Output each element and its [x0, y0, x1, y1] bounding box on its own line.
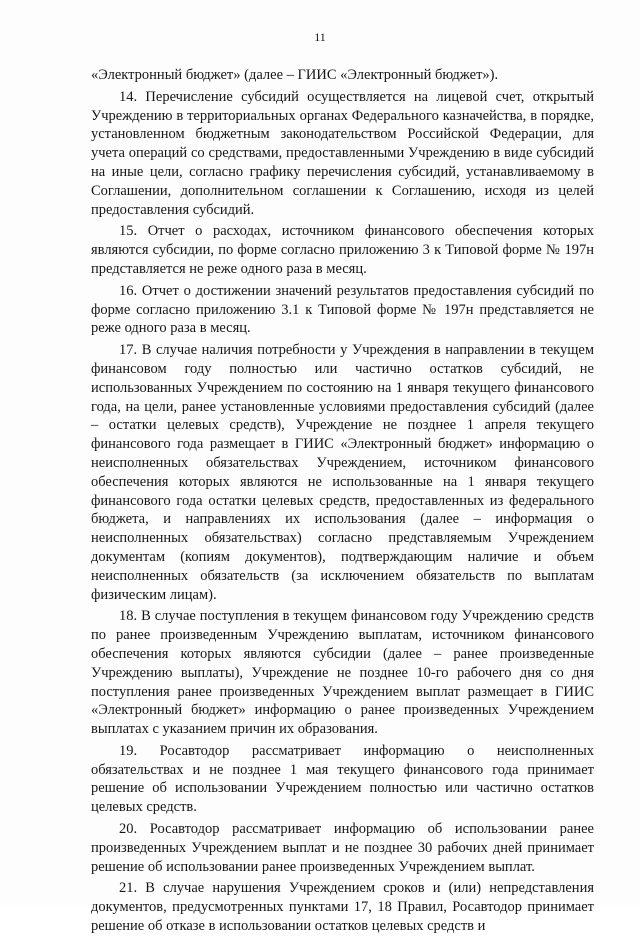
paragraph-14: 14. Перечисление субсидий осуществляется на лицевой счет, открытый Учреждению в территориальных органах Федерального казначейства, в порядке, установленном бюджетным законодательством Российской Федерации, для учета операций со средствами, предоставленными Учреждению в виде субсидий на иные цели, согласно графику перечисления субсидий, устанавливаемому в Соглашении, дополнительном соглашении к Соглашению, исходя из целей предоставления субсидий.: [91, 88, 594, 218]
paragraph-continuation: «Электронный бюджет» (далее – ГИИС «Электронный бюджет»).: [91, 67, 499, 83]
paragraph-19: 19. Росавтодор рассматривает информацию о неисполненных обязательствах и не позднее 1 мая текущего финансового года принимает решение об использовании Учреждением полностью или частично остатков целевых средств.: [91, 742, 594, 816]
paragraph-17: 17. В случае наличия потребности у Учреждения в направлении в текущем финансовом году полностью или частично остатков субсидий, не использованных Учреждением по состоянию на 1 января текущего финансового года, на цели, ранее установленные условиями предоставления субсидий (далее – остатки целевых средств), Учреждение не позднее 1 апреля текущего финансового года размещает в ГИИС «Электронный бюджет» информацию о неисполненных обязательствах Учреждением, источником финансового обеспечения которых являются не использованные на 1 января текущего финансового года остатки целевых средств, предоставленных из федерального бюджета, и направлениях их использования (далее – информация о неисполненных обязательствах) согласно представляемым Учреждением документам (копиям документов), подтверждающим наличие и объем неисполненных обязательств (за исключением обязательств по выплатам физическим лицам).: [91, 342, 594, 603]
paragraph-15: 15. Отчет о расходах, источником финансового обеспечения которых являются субсидии, по форме согласно приложению 3 к Типовой форме № 197н представляется не реже одного раза в месяц.: [91, 223, 594, 277]
document-body: [91, 66, 594, 936]
paragraph-20: 20. Росавтодор рассматривает информацию об использовании ранее произведенных Учреждением выплат и не позднее 30 рабочих дней принимает решение об использовании ранее произведенных Учреждением выплат.: [91, 821, 594, 875]
page-number: 11: [314, 30, 326, 44]
paragraph-21: 21. В случае нарушения Учреждением сроков и (или) непредставления документов, предусмотренных пунктами 17, 18 Правил, Росавтодор принимает решение об отказе в использовании остатков целевых средств и: [91, 880, 594, 935]
paragraph-18: 18. В случае поступления в текущем финансовом году Учреждению средств по ранее произведенным Учреждению выплатам, источником финансового обеспечения которых являются субсидии (далее – ранее произведенные Учреждению выплаты), Учреждение не позднее 10-го рабочего дня со дня поступления ранее произведенных Учреждением выплат размещает в ГИИС «Электронный бюджет» информацию о ранее произведенных Учреждением выплатах с указанием причин их образования.: [91, 608, 594, 738]
paragraph-16: 16. Отчет о достижении значений результатов предоставления субсидий по форме согласно приложению 3.1 к Типовой форме № 197н представляется не реже одного раза в месяц.: [91, 282, 594, 337]
